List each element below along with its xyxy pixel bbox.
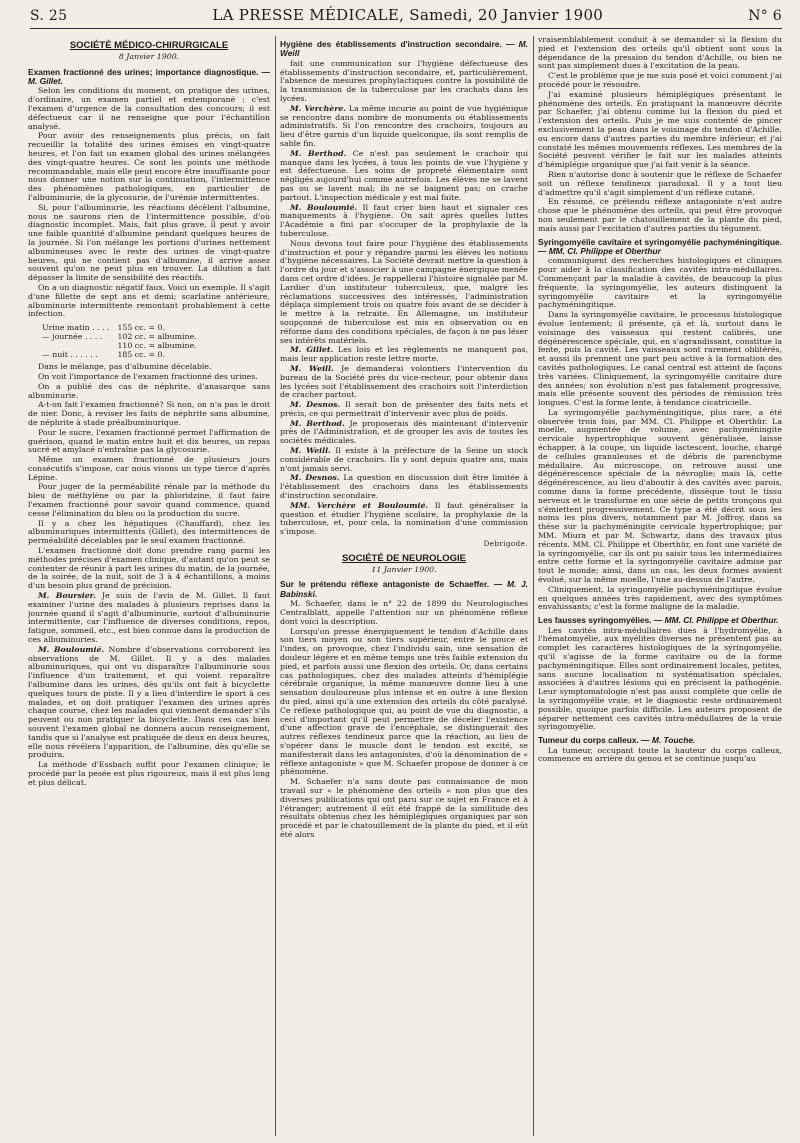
paragraph: En résumé, ce prétendu réflexe antagoniste n'est autre chose que le phénomène des orteils, qui peut être provoqué non seulement par le chatouillement de la plante du pied, mais aussi par l'excitation d'autres parties du tégument. [538, 197, 782, 233]
newspaper-title: LA PRESSE MÉDICALE, Samedi, 20 Janvier 1900 [212, 6, 604, 24]
paragraph: Les cavités intra-médullaires dues à l'hydromyélie, à l'hématomyélie, aux myélites diverses ne présentent pas au complet les caractères histologiques de la syringomyélie, qu'il s'agisse de la forme cavitaire ou de la forme pachyméningitique. Elles sont ordinairement locales, petites, sans aucune localisation ni systématisation spéciales, associées à d'autres lésions qui en précisent la pathogénie. Leur symptomatologie n'est pas aussi complète que celle de la syringomyélie vraie, et le diagnostic reste ordinairement possible, quoique parfois difficile. Les auteurs proposent de séparer nettement ces cavités intra-médullaires de la vraie syringomyélie. [538, 625, 782, 732]
column-3 [538, 36, 782, 1136]
paragraph: M. Verchère. La même incurie au point de vue hygiénique se rencontre dans nombre de monuments ou établissements administratifs. Si l'on rencontre des crachoirs, toujours au lieu d'être garnis d'un liquide quelconque, ils sont remplis de sable fin. [280, 103, 528, 148]
paragraph: Pour avoir des renseignements plus précis, on fait recueillir la totalité des urines émises en vingt-quatre heures, et l'on fait un examen global des urines mélangées des vingt-quatre heures. Ce sont les points une méthode recommandable, mais elle peut encore être insuffisante pour nous donner une notion sur la continuation, l'intermittence des phénomènes pathologiques, en particulier de l'albuminurie, de la glycosurie, de l'urémie intermittentes. [28, 131, 270, 202]
table-row: 110 cc. = albumine. [117, 341, 197, 351]
paragraph: M. Berthod. Ce n'est pas seulement le crachoir qui manque dans les lycées, à tous les points de vue l'hygiène y est défectueuse. Les soins de propreté élémentaire sont négligés aujourd'hui comme autrefois. Les élèves ne se lavent pas ou se lavent mal; ils ne se baignent pas; on crache partout. L'inspection médicale y est mal faite. [280, 148, 528, 202]
urine-table [38, 323, 201, 359]
paragraph: MM. Verchère et Bouloumié. Il faut généraliser la question et étudier l'hygiène scolaire, la prophylaxie de la tuberculose, et, pour cela, la nomination d'une commission s'impose. [280, 500, 528, 537]
paragraph: M. Weill. Il existe à la préfecture de la Seine un stock considérable de crachoirs. Ils y sont depuis quatre ans, mais n'ont jamais servi. [280, 446, 528, 473]
table-row: — nuit . . . . . . 185 cc. = 0. [42, 350, 165, 360]
paragraph: La méthode d'Essbach suffit pour l'examen clinique; le procédé par la pesée est plus rigoureux, mais il est plus long et plus délicat. [28, 760, 270, 787]
section-date: 11 Janvier 1900. [371, 564, 437, 574]
paragraph: M. Desnos. La question en discussion doit être limitée à l'établissement des crachoirs dans les établissements d'instruction secondaire. [280, 473, 528, 501]
paragraph: A-t-on fait l'examen fractionné? Si non, on n'a pas le droit de nier. Donc, à reviser les faits de néphrite sans albumine, de néphrite à stade préalbuminurique. [28, 400, 270, 427]
page-header [30, 6, 782, 29]
table-row: Urine matin . . . . 155 cc. = 0. [42, 323, 165, 333]
article-heading: Les fausses syringomyélies. — MM. Cl. Philippe et Oberthur. [538, 615, 779, 626]
paragraph: On a un diagnostic négatif faux. Voici un exemple. Il s'agit d'une fillette de sept ans et demi; scarlatine antérieure, albuminurie intermittente remontant probablement à cette infection. [28, 282, 270, 319]
article-heading: Examen fractionné des urines; importance diagnostique. — M. Gillet. [28, 66, 270, 86]
article-heading: Syringomyélie cavitaire et syringomyélie pachyméningitique. — MM. Cl. Philippe et Oberthur [538, 236, 782, 256]
article-heading: Hygiène des établissements d'instruction secondaire. — M. Weill [280, 39, 528, 59]
paragraph: Pour le sucre, l'examen fractionné permet l'affirmation de guérison, quand le matin entre huit et dix heures, un repas sucré et amylacé n'entraîne pas la glycosurie. [28, 427, 270, 455]
paragraph: Si, pour l'albuminurie, les réactions décèlent l'albumine, nous ne saurons rien de l'intermittence possible, d'où diagnostic incomplet. Mais, fait plus grave, il peut y avoir une faible quantité d'albumine pendant quelques heures de la journée. Si l'on mélange les portions d'urines nettement albumineuses avec le reste des urines de vingt-quatre heures, qui ne contient pas d'albumine, il arrive assez souvent qu'on ne peut plus en trouver. La dilution a fait dépasser la limite de sensibilité des réactifs. [28, 202, 270, 283]
section-title: SOCIÉTÉ DE NEUROLOGIE [341, 552, 467, 564]
table-row: — journée . . . . 102 cc. = albumine. [42, 332, 197, 342]
paragraph: On voit l'importance de l'examen fractionné des urines. [38, 371, 258, 381]
paragraph: J'ai examiné plusieurs hémiplégiques présentant le phénomène des orteils. En pratiquant la manœuvre décrite par Schaefer, j'ai obtenu comme lui la flexion du pied et l'extension des orteils. Puis je me suis contenté de pincer exclusivement la peau dans le voisinage du tendon d'Achille, ou encore dans d'autres parties du membre inférieur, et j'ai constaté les mêmes mouvements réflexes. Les membres de la Société peuvent vérifier le fait sur les malades atteints d'hémiplégie organique que j'ai fait venir à la séance. [538, 89, 782, 170]
issue-number: N° 6 [748, 8, 782, 24]
paragraph: La syringomyélie pachyméningitique, plus rare, a été observée trois fois, par MM. Cl. Philippe et Oberthür. La moelle, augmentée de volume, avec pachyméningite cervicale hypertrophique souvent généralisée, laisse échapper, à la coupe, un liquide lactescent, louche, chargé de cellules granuleuses et de débris de parenchyme médullaire. Au microscope, on retrouve aussi une dégénérescence spéciale de la névroglie; mais là, cette dégénérescence, au lieu d'aboutir à des cavités avec parois, comme dans la forme précédente, dissèque tout le tissu nerveux et le transforme en une série de petits tronçons qui s'émiettent progressivement. Ce type a été décrit sous les noms les plus divers, notamment par M. Joffroy, dans sa thèse sur la pachyméningite cervicale hypertrophique; par MM. Miura et par M. Schwartz, dans des travaux plus récents. MM. Cl. Philippe et Oberthür, en font une variété de la syringomyélie, car ils ont pu saisir tous les intermédiaires entre cette forme et la syringomyélie cavitaire admise par tout le monde; ainsi, dans un cas, les deux formes avaient évolué, sur la même moelle, l'une au-dessus de l'autre. [538, 407, 782, 585]
column-divider [275, 36, 276, 1136]
column-2 [280, 36, 528, 1136]
paragraph: La tumeur, occupant toute la hauteur du corps calleux, commence en arrière du genou et se continue jusqu'au [538, 745, 782, 764]
section-title: SOCIÉTÉ MÉDICO-CHIRURGICALE [69, 40, 229, 51]
paragraph: Dans le mélange, pas d'albumine décelable. [38, 362, 212, 372]
paragraph: M. Gillet. Les lois et les règlements ne manquent pas, mais leur application reste lettre morte. [280, 345, 528, 364]
column-1 [28, 36, 270, 1136]
page-number: S. 25 [30, 8, 68, 24]
paragraph: M. Bouloumié. Nombre d'observations corroborent les observations de M. Gillet. Il y a des malades albuminuriques, qui ont vu disparaître l'albuminurie sous l'influence d'un traitement, et qui voient reparaître l'albumine dans les urines, dès qu'ils ont fait à bicyclette quelques tours de piste. Il y a lieu d'interdire le sport à ces malades, et on doit pratiquer l'examen des urines après chaque course, chez les malades qui viennent demander s'ils peuvent ou non pratiquer la bicyclette. Dans ces cas bien souvent l'examen global ne donnera aucun renseignement, tandis que si l'analyse est pratiquée de deux en deux heures, elle nous révélera l'apparition, de l'albumine, dès qu'elle se produira. [28, 644, 270, 760]
paragraph: Cliniquement, la syringomyélie pachyméningitique évolue en quelques années très rapidement, avec des symptômes envahissants; c'est la forme maligne de la maladie. [538, 584, 782, 612]
article-heading: Tumeur du corps calleux. — M. Touche. [538, 735, 696, 746]
paragraph: On a publié des cas de néphrite, d'anasarque sans albuminurie. [28, 381, 270, 400]
paragraph: Il y a chez les hépatiques (Chauffard), chez les albuminuriques intermittents (Gillet), des intermittences de perméabilité décelables par le seul examen fractionné. [28, 518, 270, 546]
paragraph: Rien n'autorise donc à soutenir que le réflexe de Schaefer soit un réflexe tendineux paradoxal. Il y a tout lieu d'admettre qu'il s'agit simplement d'un réflexe cutané. [538, 169, 782, 197]
paragraph: M. Weill. Je demanderai volontiers l'intervention du bureau de la Société près du vice-recteur, pour obtenir dans les lycées soit l'établissement des crachoirs soit l'interdiction de cracher partout. [280, 363, 528, 400]
signature: Debrigode. [483, 540, 528, 549]
paragraph: C'est le problème que je me suis posé et voici comment j'ai procédé pour le résoudre. [538, 71, 782, 89]
paragraph: Lorsqu'on presse énergiquement le tendon d'Achille dans son tiers moyen ou son tiers supérieur, entre le pouce et l'index, on provoque, chez l'individu sain, une sensation de douleur légère et en même temps une très faible extension du pied, et parfois aussi une flexion des orteils. Or, dans certains cas pathologiques, chez des malades atteints d'hémiplégie cérébrale organique, la même manœuvre donne lieu à une sensation douloureuse plus intense et en outre à une flexion du pied, ainsi qu'à une extension des orteils du côté paralysé. Ce réflexe pathologique qui, au point de vue du diagnostic, a ceci d'important qu'il peut permettre de déceler l'existence d'une affection grave de l'encéphale, se distinguerait des autres réflexes tendineux parce que la réaction, au lieu de s'opérer dans le muscle dont le tendon est excité, se manifesterait dans les antagonistes, d'où la dénomination de « réflexe antagoniste » que M. Schaefer propose de donner à ce phénomène. [280, 626, 528, 777]
paragraph: Selon les conditions du moment, on pratique des urines, d'ordinaire, un examen partiel et extemporané : c'est l'examen d'urgence de la consultation des concours; il est défectueux car il ne renseigne que pour l'échantillon analysé. [28, 86, 270, 131]
paragraph: M. Schaefer n'a sans doute pas connaissance de mon travail sur « le phénomène des orteils » non plus que des diverses publications qui ont paru sur ce sujet en France et à l'étranger; autrement il eût été frappé de la similitude des résultats obtenus chez les hémiplégiques organiques par son procédé et par le chatouillement de la plante du pied, et il eût été alors [280, 777, 528, 839]
paragraph: M. Desnos. Il serait bon de présenter des faits nets et précis, ce qui permettrait d'intervenir avec plus de poids. [280, 400, 528, 418]
paragraph: vraisemblablement conduit à se demander si la flexion du pied et l'extension des orteils qu'il obtient sont sous la dépendance de la pression du tendon d'Achille, ou bien ne sont pas simplement dues à l'excitation de la peau. [538, 36, 782, 71]
paragraph: Nous devons tout faire pour l'hygiène des établissements d'instruction et pour y répandre parmi les élèves les notions d'hygiène nécessaires. La Société devrait mettre la question à l'ordre du jour et s'associer à une campagne énergique menée dans cet ordre d'idées. Je rappellerai l'histoire signalée par M. Lardier d'un instituteur tuberculeux, que, malgré les réclamations successives des intéressés, l'administration déplaça simplement trois ou quatre fois avant de se décider à le mettre à la retraite. En Allemagne, un instituteur soupçonné de tuberculose est mis en observation ou en réforme dans des conditions spéciales, de façon à ne pas léser ses intérêts matériels. [280, 238, 528, 345]
paragraph: Même un examen fractionné de plusieurs jours consécutifs s'impose, car nous visons un type tierce d'après Lépine. [28, 455, 270, 482]
article-heading: Sur le prétendu réflexe antagoniste de Schaeffer. — M. J. Babinski. [280, 579, 528, 599]
paragraph: M. Berthod. Je proposerais dès maintenant d'intervenir près de l'Administration, et de grouper les avis de toutes les sociétés médicales. [280, 418, 528, 446]
section-date: 8 Janvier 1900. [118, 51, 180, 61]
paragraph: Pour juger de la perméabilité rénale par la méthode du bleu de méthylène ou par la phloridzine, il faut faire l'examen fractionné pour savoir quand commence, quand cesse l'élimination du bleu ou la production du sucre. [28, 482, 270, 518]
paragraph: M. Schaefer, dans le n° 22 de 1899 du Neurologisches Centralblatt, appelle l'attention sur un phénomène réflexe dont voici la description. [280, 599, 528, 626]
paragraph: L'examen fractionné doit donc prendre rang parmi les méthodes précises d'examen clinique, d'autant qu'on peut se contenter de réunir à part les urines du matin, de la journée, de la soirée, de la nuit, soit de 3 à 4 échantillons, à moins d'un besoin plus grand de précision. [28, 546, 270, 591]
column-divider [533, 36, 534, 1136]
paragraph: communiquent des recherches histologiques et cliniques pour aider à la classification des cavités intra-médullaires. Commençant par la maladie à cavités, de beaucoup la plus fréquente, la syringomyélie, les auteurs distinguent la syringomyélie cavitaire et la syringomyélie pachyméningitique. [538, 256, 782, 310]
paragraph: fait une communication sur l'hygiène défectueuse des établissements d'instruction secondaire, et, particulièrement, l'absence de mesures prophylactiques contre la possibilité de la transmission de la tuberculose par les crachats dans les lycées. [280, 58, 528, 103]
paragraph: Dans la syringomyélie cavitaire, le processus histologique évolue lentement; il présente, çà et là, surtout dans le voisinage des vaisseaux qui restent calibrés, une dégénérescence spéciale, qui, en s'agrandissant, constitue la fente, puis la cavité. Les vaisseaux sont rarement oblitérés, et aussi ils prennent une part peu active à la formation des cavités pathologiques. Le canal central est atteint de façons très variées. Cliniquement, la syringomyélie cavitaire dure des années; son évolution n'est pas fatalement progressive, mais elle présente souvent des périodes de rémission très longues. C'est la forme lente, à tendance cicatricielle. [538, 310, 782, 408]
paragraph: M. Boursier. Je suis de l'avis de M. Gillet. Il faut examiner l'urine des malades à plusieurs reprises dans la journée quand il s'agit d'albuminurie, surtout d'albuminurie intermittente, car l'influence de diverses conditions, repos, fatigue, sommeil, etc., est bien connue dans la production de ces albuminuries. [28, 591, 270, 645]
paragraph: M. Bouloumié. Il faut crier bien haut et signaler ces manquements à l'hygiène. On sait après quelles luttes l'Académie a fini par s'occuper de la prophylaxie de la tuberculose. [280, 202, 528, 238]
